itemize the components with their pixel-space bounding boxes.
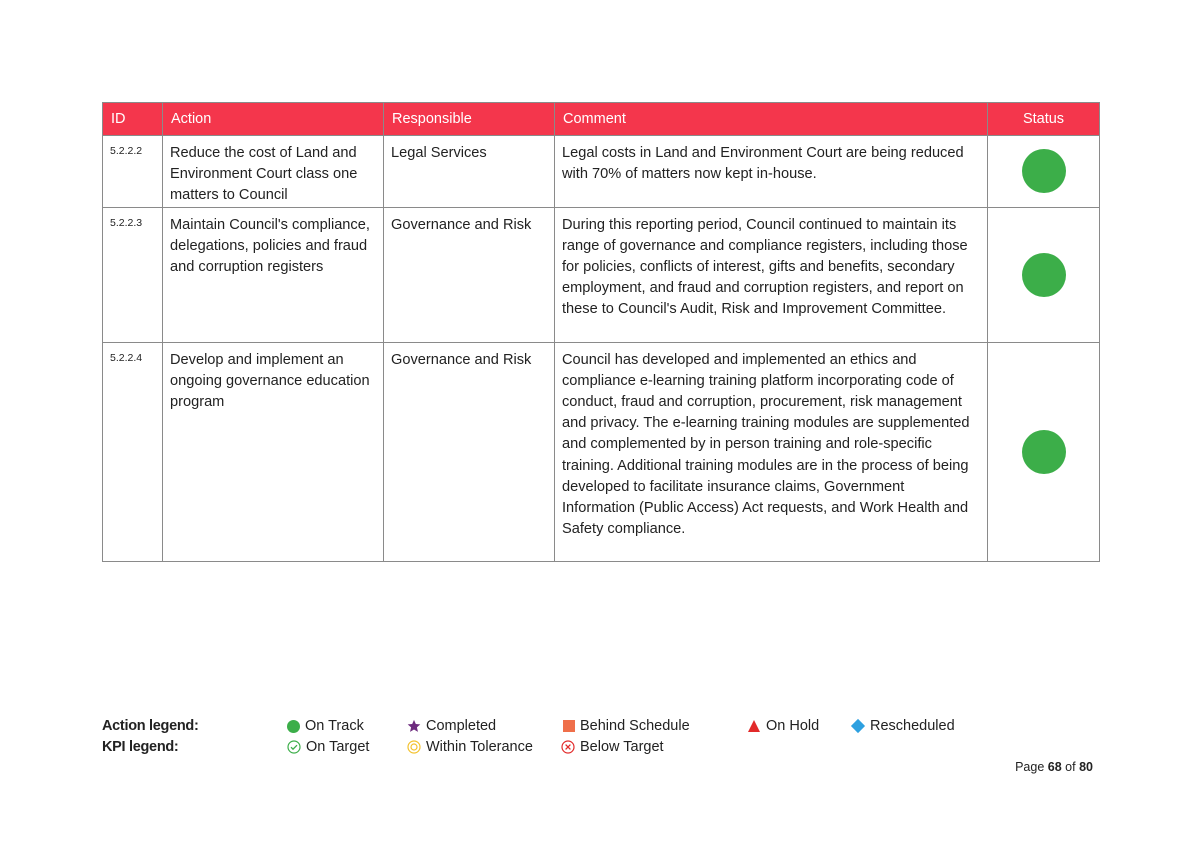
header-responsible: Responsible — [384, 103, 555, 136]
legend-item-label: On Target — [306, 739, 370, 755]
red-triangle-icon — [747, 719, 761, 733]
row-status — [988, 207, 1100, 342]
row-id: 5.2.2.4 — [103, 342, 163, 561]
row-responsible: Legal Services — [384, 136, 555, 208]
row-action: Develop and implement an ongoing governance education program — [163, 342, 384, 561]
legend-item-rescheduled — [851, 718, 955, 734]
row-id: 5.2.2.3 — [103, 207, 163, 342]
header-status: Status — [988, 103, 1100, 136]
row-comment: Legal costs in Land and Environment Court are being reduced with 70% of matters now kept in-house. — [555, 136, 988, 208]
table-row — [103, 136, 1100, 208]
page-total: 80 — [1079, 760, 1093, 774]
action-legend-label: Action legend: — [102, 718, 199, 734]
row-status — [988, 136, 1100, 208]
header-action: Action — [163, 103, 384, 136]
legend-item-completed — [407, 718, 496, 734]
green-dot-icon — [287, 720, 300, 733]
row-id: 5.2.2.2 — [103, 136, 163, 208]
legend-item-on-hold — [747, 718, 819, 734]
row-action: Maintain Council's compliance, delegations, policies and fraud and corruption registers — [163, 207, 384, 342]
table-row — [103, 342, 1100, 561]
row-responsible: Governance and Risk — [384, 342, 555, 561]
purple-star-icon — [407, 719, 421, 733]
actions-table — [102, 102, 1100, 562]
legend-item-within-tolerance — [407, 739, 533, 755]
legend-item-on-target — [287, 739, 369, 755]
page-current: 68 — [1047, 760, 1062, 774]
row-comment: During this reporting period, Council continued to maintain its range of governance and compliance registers, including those for policies, conflicts of interest, gifts and benefits, secondary employment, and fraud and corruption registers, and report on these to Council's Audit, Risk and Improvement Committee. — [555, 207, 988, 342]
legend-item-label: Rescheduled — [870, 718, 955, 734]
header-id: ID — [103, 103, 163, 136]
legend-item-label: On Hold — [766, 718, 820, 734]
red-x-circle-icon — [561, 740, 575, 754]
page-of: of — [1065, 760, 1076, 774]
yellow-target-icon — [407, 740, 421, 754]
row-responsible: Governance and Risk — [384, 207, 555, 342]
page-prefix: Page — [1015, 760, 1045, 774]
legend-item-label: On Track — [305, 718, 364, 734]
legend-item-on-track — [287, 718, 364, 734]
table-header-row — [103, 103, 1100, 136]
legend-item-label: Within Tolerance — [426, 739, 533, 755]
legend-item-label: Completed — [426, 718, 497, 734]
blue-diamond-icon — [851, 719, 865, 733]
kpi-legend-label: KPI legend: — [102, 739, 179, 755]
header-comment: Comment — [555, 103, 988, 136]
green-check-circle-icon — [287, 740, 301, 754]
legend-item-label: Below Target — [580, 739, 664, 755]
table-row — [103, 207, 1100, 342]
row-comment: Council has developed and implemented an ethics and compliance e-learning training platform incorporating code of conduct, fraud and corruption, procurement, risk management and privacy. The e-learning training modules are supplemented and complemented by in person training and role-specific training. Additional training modules are in the process of being developed to facilitate insurance claims, Government Information (Public Access) Act requests, and Work Health and Safety compliance. — [555, 342, 988, 561]
orange-square-icon — [563, 720, 575, 732]
legend-item-label: Behind Schedule — [580, 718, 690, 734]
legend-item-below-target — [561, 739, 664, 755]
legend-item-behind-schedule — [563, 718, 690, 734]
row-status — [988, 342, 1100, 561]
on-track-status-icon — [1022, 253, 1066, 297]
row-action: Reduce the cost of Land and Environment Court class one matters to Council — [163, 136, 384, 208]
page-number — [1015, 760, 1093, 774]
on-track-status-icon — [1022, 430, 1066, 474]
on-track-status-icon — [1022, 149, 1066, 193]
